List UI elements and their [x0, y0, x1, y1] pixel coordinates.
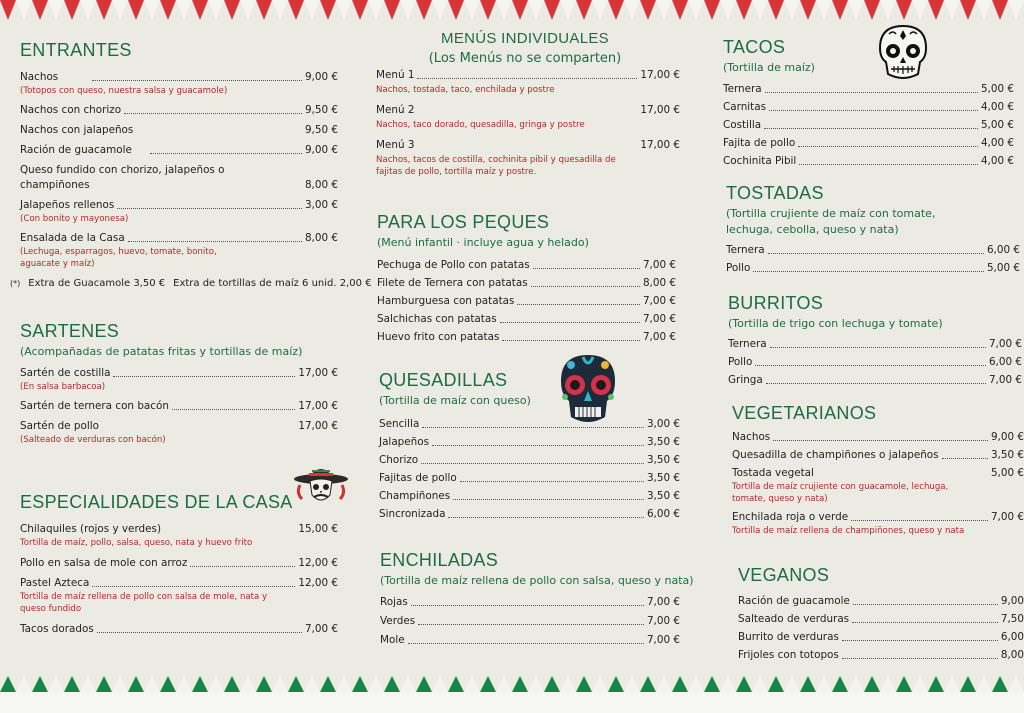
menu-item: Sartén de pollo 17,00 € — [20, 420, 338, 432]
section-veganos — [738, 565, 1024, 662]
section-peques — [377, 212, 680, 344]
section-subtitle: (Tortilla de maíz rellena de pollo con salsa, queso y nata) — [380, 574, 694, 587]
section-title: VEGANOS — [738, 565, 830, 585]
menu-item: Sincronizada 6,00 € — [379, 508, 680, 520]
section-title: ENCHILADAS — [380, 550, 499, 570]
menu-item: Costilla 5,00 € — [723, 119, 1014, 131]
item-description: (Con bonito y mayonesa) — [20, 214, 129, 224]
menu-item: Nachos 9,00 € — [20, 71, 338, 83]
section-quesadillas — [379, 370, 680, 521]
item-description: Nachos, taco dorado, quesadilla, gringa y postre — [376, 120, 585, 130]
item-description: Nachos, tacos de costilla, cochinita pibil y quesadilla de fajitas de pollo, tortilla maíz y postre. — [376, 155, 616, 177]
menu-item: Tostada vegetal 5,00 € — [732, 467, 1024, 479]
menus-list — [376, 64, 680, 178]
menu-item: Ración de guacamole 9,00 € — [20, 144, 338, 156]
section-tacos — [723, 37, 1024, 168]
menu-item: Ensalada de la Casa 8,00 € — [20, 232, 338, 244]
menu-item: Pollo en salsa de mole con arroz 12,00 € — [20, 557, 338, 569]
menu-item: Ración de guacamole 9,00 — [738, 595, 1024, 607]
menu-item: Huevo frito con patatas 7,00 € — [377, 331, 676, 343]
item-description: Tortilla de maíz rellena de pollo con salsa de mole, nata y queso fundido — [20, 592, 268, 614]
section-title: ESPECIALIDADES DE LA CASA — [20, 492, 293, 512]
menu-item: Burrito de verduras 6,00 — [738, 631, 1024, 643]
extras-line: (*) Extra de Guacamole 3,50 € Extra de tortillas de maíz 6 unid. 2,00 € — [10, 278, 372, 289]
menu-item: Jalapeños 3,50 € — [379, 436, 680, 448]
menu-item: Cochinita Pibil 4,00 € — [723, 155, 1014, 167]
section-subtitle: (Tortilla de maíz) — [723, 61, 815, 74]
menu-item: Gringa 7,00 € — [728, 374, 1022, 386]
menu-item: Tacos dorados 7,00 € — [20, 623, 338, 635]
menu-item: Nachos 9,00 € — [732, 431, 1024, 443]
menu-item: Quesadilla de champiñones o jalapeños 3,50 € — [732, 449, 1024, 461]
item-description: (En salsa barbacoa) — [20, 382, 106, 392]
item-description: (Salteado de verduras con bacón) — [20, 435, 166, 445]
section-subtitle: (Tortilla de trigo con lechuga y tomate) — [728, 317, 943, 330]
menu-item: Jalapeños rellenos 3,00 € — [20, 199, 338, 211]
section-burritos — [728, 293, 1024, 387]
menu-item-line: Queso fundido con chorizo, jalapeños o — [20, 164, 225, 176]
item-description: Tortilla de maíz, pollo, salsa, queso, nata y huevo frito — [20, 538, 253, 548]
menu-item: Frijoles con totopos 8,00 — [738, 649, 1024, 661]
section-subtitle: (Los Menús no se comparten) — [428, 51, 622, 66]
menu-item: Fajita de pollo 4,00 € — [723, 137, 1014, 149]
extra-tortillas: Extra de tortillas de maíz 6 unid. 2,00 € — [173, 278, 372, 289]
section-title: MENÚS INDIVIDUALES — [441, 30, 609, 47]
section-title: ENTRANTES — [20, 40, 132, 60]
menu-item: Menú 3 17,00 € — [376, 139, 680, 151]
menu-item: Nachos con chorizo 9,50 € — [20, 104, 338, 116]
menu-item: Fajitas de pollo 3,50 € — [379, 472, 680, 484]
sombrero-skull-icon — [292, 463, 350, 507]
section-title: TACOS — [723, 37, 786, 57]
item-description: Tortilla de maíz crujiente con guacamole, lechuga, tomate, queso y nata) — [732, 482, 949, 504]
section-vegetarianos — [732, 403, 1024, 537]
menu-item: Enchilada roja o verde 7,00 € — [732, 511, 1024, 523]
menu-item: Mole 7,00 € — [380, 634, 680, 646]
menu-item: Ternera 6,00 € — [726, 244, 1020, 256]
section-subtitle: (Menú infantil · incluye agua y helado) — [377, 236, 589, 249]
item-description: (Totopos con queso, nuestra salsa y guacamole) — [20, 86, 228, 96]
menu-item: Sartén de ternera con bacón 17,00 € — [20, 400, 338, 412]
menu-item: Chilaquiles (rojos y verdes) 15,00 € — [20, 523, 338, 535]
menu-item: Filete de Ternera con patatas 8,00 € — [377, 277, 676, 289]
item-description: Tortilla de maíz rellena de champiñones, queso y nata — [732, 526, 965, 536]
menu-item: Pollo 5,00 € — [726, 262, 1020, 274]
section-subtitle: (Tortilla de maíz con queso) — [379, 394, 531, 407]
menu-item: Ternera 7,00 € — [728, 338, 1022, 350]
menu-item: Sartén de costilla 17,00 € — [20, 367, 338, 379]
section-title: BURRITOS — [728, 293, 824, 313]
colorful-skull-icon — [553, 351, 623, 431]
extra-guacamole: Extra de Guacamole 3,50 € — [28, 278, 166, 289]
section-title: TOSTADAS — [726, 183, 824, 203]
menu-item: Chorizo 3,50 € — [379, 454, 680, 466]
item-description: (Lechuga, esparragos, huevo, tomate, bonito, aguacate y maíz) — [20, 247, 217, 269]
section-tostadas — [726, 183, 1024, 275]
menu-item: Menú 2 17,00 € — [376, 104, 680, 116]
menu-item: Salteado de verduras 7,50 — [738, 613, 1024, 625]
bottom-zigzag-border — [0, 670, 1024, 713]
menu-item: Carnitas 4,00 € — [723, 101, 1014, 113]
menu-item: Sencilla 3,00 € — [379, 418, 680, 430]
menu-item: Champiñones 3,50 € — [379, 490, 680, 502]
menu-item: Menú 1 17,00 € — [376, 69, 680, 81]
menu-item: Hamburguesa con patatas 7,00 € — [377, 295, 676, 307]
top-zigzag-border — [0, 0, 1024, 22]
section-title: QUESADILLAS — [379, 370, 508, 390]
sugar-skull-icon — [876, 24, 930, 84]
section-subtitle: lechuga, cebolla, queso y nata) — [726, 223, 899, 236]
menu-item: Pollo 6,00 € — [728, 356, 1022, 368]
section-enchiladas — [380, 550, 694, 647]
section-especialidades — [20, 492, 338, 636]
menu-item: Pechuga de Pollo con patatas 7,00 € — [377, 259, 676, 271]
item-description: Nachos, tostada, taco, enchilada y postre — [376, 85, 555, 95]
section-subtitle: (Acompañadas de patatas fritas y tortillas de maíz) — [20, 345, 303, 358]
menu-item: Verdes 7,00 € — [380, 615, 680, 627]
section-title: SARTENES — [20, 321, 120, 341]
section-entrantes — [10, 40, 372, 289]
section-sartenes — [20, 321, 338, 446]
section-title: PARA LOS PEQUES — [377, 212, 550, 232]
menu-item: champiñones 8,00 € — [20, 179, 338, 191]
section-menus — [370, 30, 680, 66]
menu-item: Nachos con jalapeños 9,50 € — [20, 124, 338, 136]
menu-item: Rojas 7,00 € — [380, 596, 680, 608]
section-title: VEGETARIANOS — [732, 403, 877, 423]
menu-item: Ternera 5,00 € — [723, 83, 1014, 95]
section-subtitle: (Tortilla crujiente de maíz con tomate, — [726, 207, 936, 220]
menu-item: Pastel Azteca 12,00 € — [20, 577, 338, 589]
menu-item: Salchichas con patatas 7,00 € — [377, 313, 676, 325]
